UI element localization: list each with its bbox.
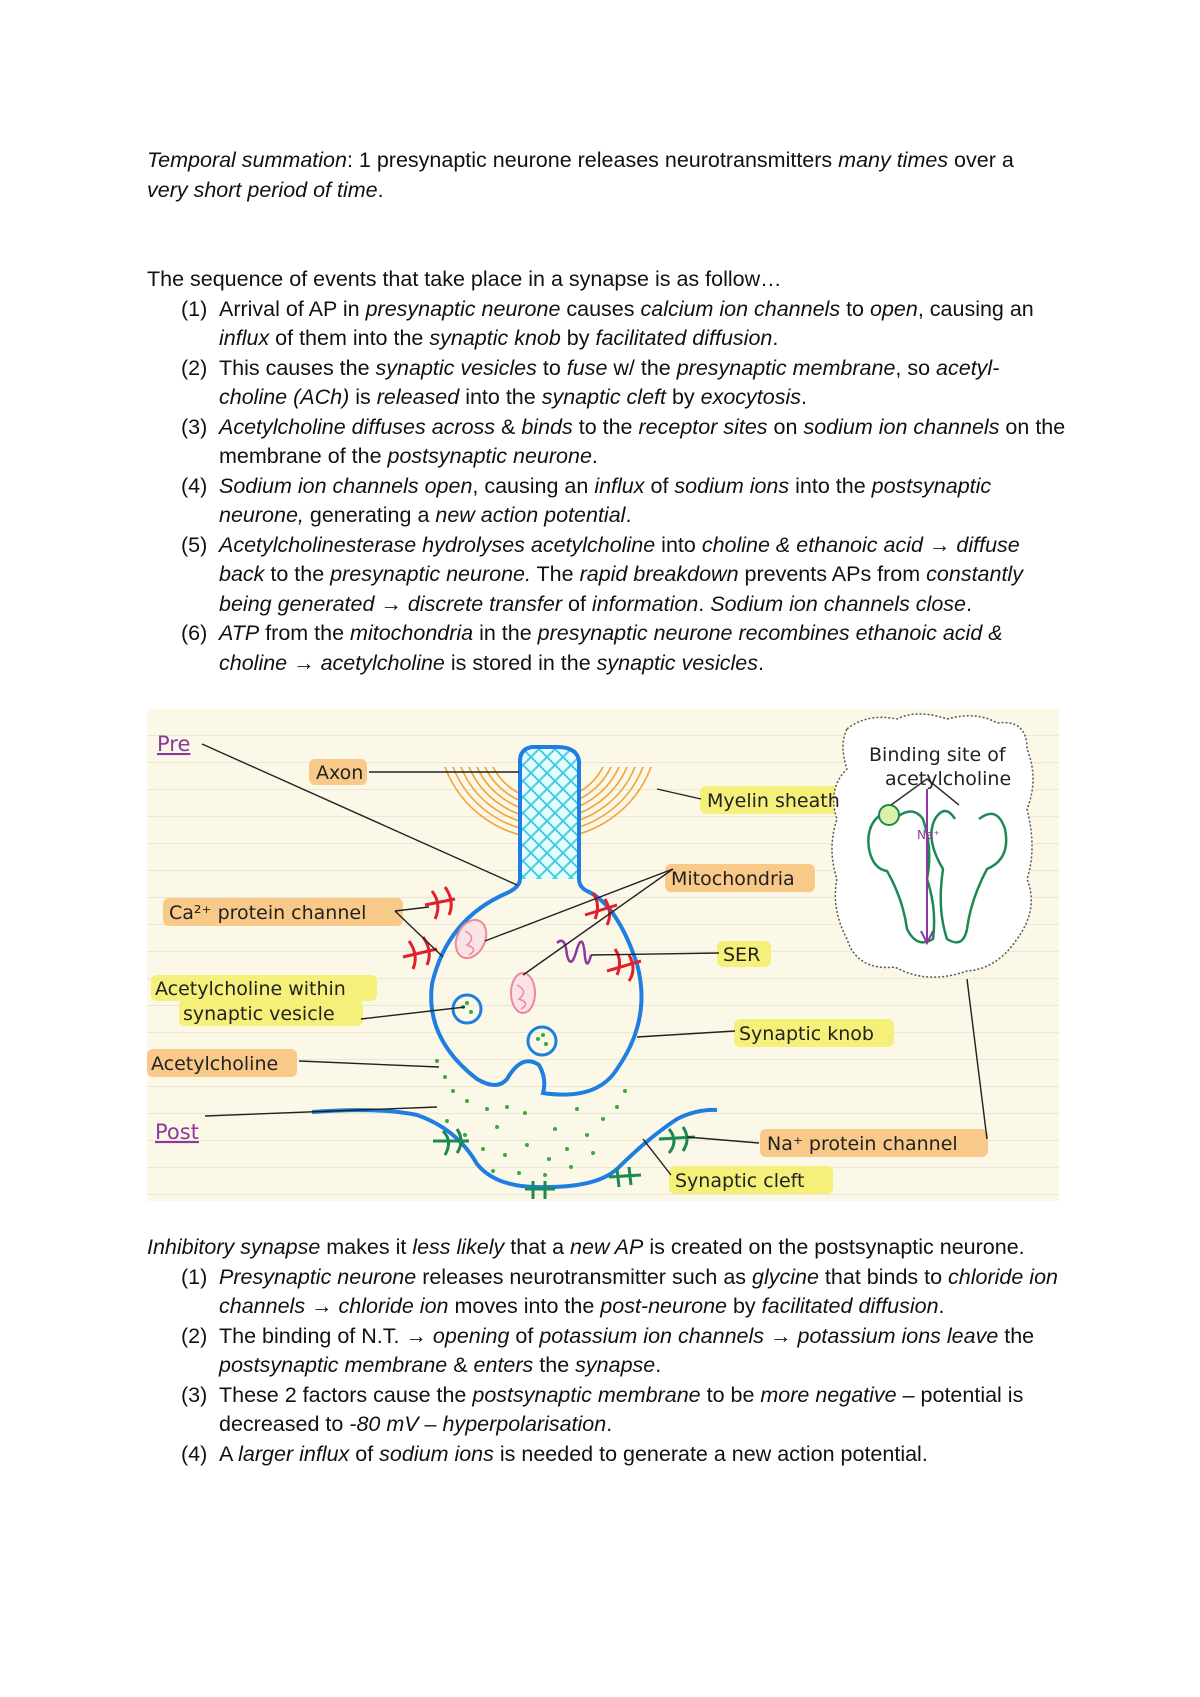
text-run: information (591, 591, 699, 616)
temporal-em-a: many times (838, 148, 949, 172)
inhibitory-synapse-section (147, 1233, 1067, 1469)
sequence-step-3 (147, 413, 1067, 472)
text-run: generating a (303, 503, 436, 527)
text-run: synaptic vesicles (375, 355, 537, 380)
acetylcholine-label: Acetylcholine (151, 1053, 279, 1075)
text-run: . (625, 503, 632, 527)
text-run: Sodium ion channels close (710, 591, 966, 616)
ser-label: SER (723, 944, 761, 966)
text-run: . (801, 385, 807, 409)
text-run: more negative (760, 1382, 897, 1407)
text-run: , causing an (472, 473, 595, 498)
text-run: presynaptic membrane (676, 355, 896, 380)
text-run: → (374, 591, 408, 616)
text-run: synaptic cleft (541, 385, 666, 409)
sequence-step-5 (147, 531, 1067, 620)
text-run: of (644, 473, 675, 498)
text-run: . (698, 591, 711, 616)
text-run: makes it (320, 1235, 413, 1259)
text-run: chloride ion (338, 1294, 449, 1318)
ach-vesicle-label-line1: Acetylcholine within (155, 978, 346, 1000)
text-run: opening (432, 1323, 510, 1348)
sequence-intro: The sequence of events that take place in a synapse is as follow… (147, 267, 782, 291)
text-run: is stored in the (444, 650, 597, 675)
text-run: These 2 factors cause the (219, 1382, 473, 1407)
text-run: into (655, 532, 702, 557)
text-run: to the (264, 562, 331, 586)
ca-protein-channel-label: Ca²⁺ protein channel (169, 902, 367, 924)
text-run: causes (560, 296, 641, 321)
text-run: discrete transfer (407, 591, 563, 616)
step-number: (6) (181, 621, 208, 645)
text-run: The (530, 562, 580, 586)
text-run: influx (594, 473, 645, 498)
sequence-step-1 (147, 295, 1067, 354)
text-run: of them into the (269, 326, 430, 350)
synapse-diagram (147, 709, 1059, 1201)
synaptic-knob-label: Synaptic knob (739, 1023, 874, 1045)
text-run: by (665, 385, 701, 409)
text-run: acetylcholine (320, 650, 445, 675)
text-run: fuse (566, 355, 608, 380)
vesicle-2-dot-a (536, 1037, 540, 1041)
ach-vesicle-label-line2: synaptic vesicle (183, 1003, 335, 1025)
text-run: Presynaptic neurone (219, 1264, 417, 1289)
text-run: exocytosis (700, 385, 802, 409)
text-run: A (219, 1441, 239, 1466)
text-run: constantly being generated (219, 562, 1023, 616)
text-run: synaptic vesicles (596, 650, 758, 675)
text-run: receptor sites (638, 414, 768, 439)
text-run: , so (895, 355, 937, 380)
step-number: (4) (181, 1441, 208, 1466)
vesicle-2-dot-c (541, 1033, 545, 1037)
text-run: from the (259, 621, 351, 645)
acetylcholine-dots (435, 1059, 627, 1177)
text-run: → (287, 650, 321, 675)
text-run: is created on the postsynaptic neurone. (643, 1235, 1025, 1259)
text-run: sodium ion channels (803, 414, 1000, 439)
text-run: chloride ion channels (219, 1264, 1059, 1318)
axon-label: Axon (316, 762, 364, 784)
text-run: potassium ion channels (539, 1323, 765, 1348)
temporal-term: Temporal summation (147, 148, 347, 172)
text-run: -80 mV – hyperpolarisation (349, 1412, 607, 1436)
pre-label: Pre (157, 732, 191, 756)
text-run: . (655, 1353, 662, 1377)
text-run: Acetylcholinesterase hydrolyses acetylcholine (219, 532, 656, 557)
text-run: postsynaptic membrane (472, 1382, 701, 1407)
text-run: synaptic knob (429, 326, 561, 350)
text-run: choline & ethanoic acid (701, 532, 923, 557)
text-run: new action potential (435, 503, 626, 527)
text-run: & (447, 1353, 474, 1377)
text-run: less likely (412, 1235, 505, 1259)
na-plus-label: Na⁺ (917, 828, 940, 842)
text-run: to (536, 355, 567, 380)
text-run: in the (473, 621, 538, 645)
text-run: prevents APs from (738, 562, 927, 586)
binding-site-label-line1: Binding site of (869, 744, 1006, 766)
text-run: potassium ions leave (797, 1323, 999, 1348)
vesicle-1-dot-b (469, 1010, 473, 1014)
mitochondria-label: Mitochondria (671, 868, 795, 890)
myelin-sheath-label: Myelin sheath (707, 790, 840, 812)
text-run: into the (789, 473, 872, 498)
text-run: mitochondria (350, 621, 474, 645)
text-run: sodium ions (379, 1441, 494, 1466)
inhibitory-step-list (147, 1263, 1067, 1470)
binding-site-label-line2: acetylcholine (885, 768, 1012, 790)
temporal-text-a: : 1 presynaptic neurone releases neurotransmitters (346, 148, 839, 172)
text-run: to the (572, 414, 639, 439)
text-run: by (560, 326, 596, 350)
text-run: released (376, 385, 460, 409)
inhibitory-step-2 (147, 1322, 1067, 1381)
text-run: . (591, 444, 598, 468)
text-run: that a (504, 1235, 571, 1259)
text-run: influx (219, 326, 270, 350)
inhibitory-step-3 (147, 1381, 1067, 1440)
text-run: to (840, 296, 870, 321)
text-run: , causing an (917, 296, 1034, 321)
text-run: facilitated diffusion (595, 326, 773, 350)
text-run: into the (459, 385, 542, 409)
text-run: that binds to (818, 1264, 949, 1289)
temporal-end: . (377, 177, 384, 202)
text-run: presynaptic neurone recombines ethanoic acid & choline (219, 621, 1003, 675)
step-number: (5) (181, 532, 208, 557)
text-run: calcium ion channels (640, 296, 841, 321)
vesicle-1 (453, 995, 481, 1023)
temporal-summation-paragraph (147, 146, 1067, 205)
text-run: moves into the (448, 1294, 601, 1318)
axon-shape (520, 747, 579, 879)
synaptic-cleft-label: Synaptic cleft (675, 1170, 805, 1192)
text-run: ATP (219, 621, 260, 645)
text-run: open (869, 296, 918, 321)
text-run: . (772, 326, 779, 350)
text-run: facilitated diffusion (761, 1294, 939, 1318)
step-number: (1) (181, 1264, 208, 1289)
text-run: w/ the (607, 355, 677, 380)
text-run: the (998, 1323, 1035, 1348)
vesicle-2-dot-b (544, 1042, 548, 1046)
text-run: is needed to generate a new action potential. (493, 1441, 928, 1466)
text-run: enters (473, 1353, 534, 1377)
step-number: (3) (181, 1382, 208, 1407)
text-run: acetyl-choline (ACh) (219, 355, 1000, 409)
text-run: presynaptic neurone. (330, 562, 531, 586)
synapse-sequence-section (147, 265, 1067, 678)
text-run: synapse (575, 1353, 656, 1377)
text-run: postsynaptic neurone, (219, 473, 992, 527)
text-run: diffuse back (219, 532, 1020, 586)
inhibitory-step-1 (147, 1263, 1067, 1322)
text-run: . (966, 591, 972, 616)
temporal-text-b: over a (948, 148, 1014, 172)
text-run: sodium ions (674, 473, 790, 498)
text-run: → (764, 1323, 798, 1348)
text-run: post-neurone (600, 1294, 727, 1318)
text-run: postsynaptic membrane (219, 1353, 448, 1377)
text-run: on the membrane of the (219, 414, 1066, 468)
na-protein-channel-label: Na⁺ protein channel (767, 1133, 958, 1155)
sequence-step-2 (147, 354, 1067, 413)
text-run: → (922, 532, 957, 557)
step-number: (2) (181, 355, 208, 380)
sequence-step-6 (147, 619, 1067, 678)
text-run: – potential is decreased to (219, 1382, 1024, 1436)
text-run: Acetylcholine diffuses across (219, 414, 496, 439)
text-run: This causes the (219, 355, 376, 380)
text-run: on (767, 414, 804, 439)
text-run: by (726, 1294, 762, 1318)
ser-shape (557, 941, 591, 964)
acetylcholine-molecule (879, 805, 899, 825)
text-run: The binding of N.T. → (219, 1323, 433, 1348)
step-number: (2) (181, 1323, 208, 1348)
text-run: postsynaptic neurone (387, 444, 592, 468)
text-run: of (562, 591, 592, 616)
vesicle-1-dot-c (465, 1001, 469, 1005)
text-run: . (938, 1294, 945, 1318)
text-run: releases neurotransmitter such as (416, 1264, 753, 1289)
vesicle-2 (528, 1027, 556, 1055)
text-run: Inhibitory synapse (147, 1235, 321, 1259)
text-run: . (758, 650, 764, 675)
step-number: (3) (181, 414, 208, 439)
step-number: (4) (181, 473, 208, 498)
step-number: (1) (181, 296, 208, 321)
inhibitory-intro (147, 1233, 1067, 1263)
text-run: Arrival of AP in (219, 296, 366, 321)
text-run: larger influx (238, 1441, 350, 1466)
text-run: the (533, 1353, 576, 1377)
text-run: new AP (570, 1235, 644, 1259)
sequence-step-list (147, 295, 1067, 679)
text-run: of (509, 1323, 540, 1348)
text-run: rapid breakdown (579, 562, 739, 586)
post-label: Post (155, 1120, 199, 1144)
text-run: . (606, 1412, 613, 1436)
text-run: → (305, 1294, 339, 1318)
text-run: & (495, 414, 522, 439)
text-run: of (349, 1441, 380, 1466)
text-run: to be (700, 1382, 761, 1407)
temporal-em-b: very short period of time (147, 177, 378, 202)
text-run: is (349, 385, 377, 409)
text-run: binds (521, 414, 573, 439)
sequence-step-4 (147, 472, 1067, 531)
inhibitory-step-4 (147, 1440, 1067, 1470)
text-run: Sodium ion channels open (219, 473, 473, 498)
postsynaptic-membrane (312, 1110, 717, 1187)
text-run: presynaptic neurone (365, 296, 561, 321)
text-run: glycine (752, 1264, 819, 1289)
synapse-diagram-svg (147, 709, 1059, 1201)
